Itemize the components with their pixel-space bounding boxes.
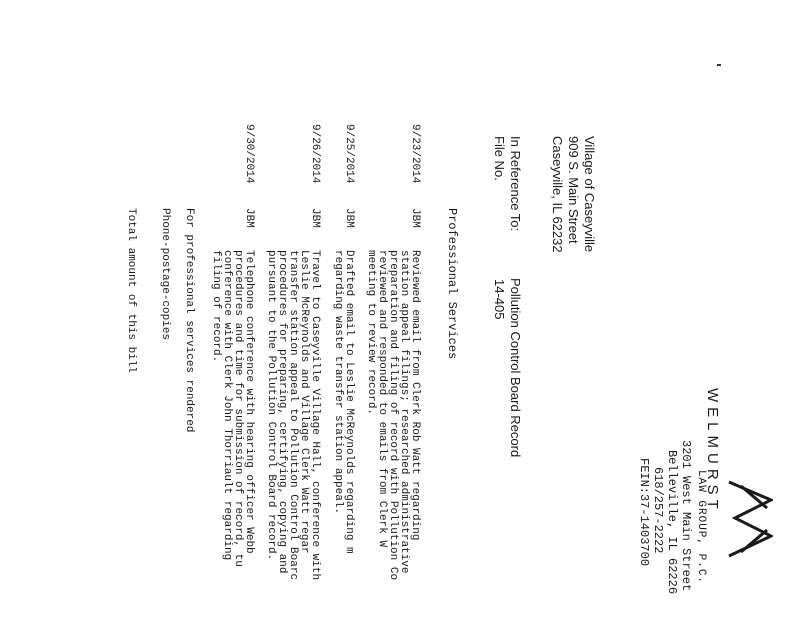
entry-line: procedures for preparing, certifying, copying and (276, 250, 288, 574)
reference-label: In Reference To: (508, 136, 523, 232)
entry-line: conference with Clerk John Thorriault regarding (221, 250, 233, 561)
client-city: Caseyville, IL 62232 (550, 136, 565, 253)
entry-date: 9/23/2014 (409, 124, 421, 184)
entry-line: filing of record. (210, 250, 222, 363)
entry-line: Leslie McReynolds and Village Clerk Watt regar (298, 250, 310, 554)
entry-line: Reviewed email from Clerk Rob Watt regarding (409, 250, 421, 541)
firm-phone: 618/257-2222 (651, 467, 665, 554)
firm-name: WELMURST (704, 388, 721, 514)
total-amount-label: Total amount of this bill (125, 208, 137, 374)
entry-line: preparation and filing of record with Pollution Co (387, 250, 399, 581)
entry-initials: JBM (343, 208, 355, 228)
entry-initials: JBM (243, 208, 255, 228)
entry-line: station appeal filings; researched administrative (398, 250, 410, 574)
firm-address-line2: Belleville, IL 62226 (665, 450, 679, 595)
entry-line: Telephone conference with hearing officer Webb (243, 250, 255, 554)
entry-initials: JBM (309, 208, 321, 228)
entry-initials: JBM (409, 208, 421, 228)
file-number-label: File No. (492, 136, 507, 181)
entry-line: procedures and time for submission of record, tu (232, 250, 244, 567)
scan-speck (717, 64, 721, 66)
entry-line: regarding waste transfer station appeal. (332, 250, 344, 515)
entry-line: pursuant to the Pollution Control Board record. (265, 250, 277, 561)
reference-value: Pollution Control Board Record (508, 278, 523, 458)
firm-tagline: LAW GROUP, P.C. (695, 470, 707, 585)
file-number-value: 14-405 (492, 279, 507, 320)
entry-date: 9/30/2014 (243, 124, 255, 184)
firm-address-line1: 3201 West Main Street (679, 440, 693, 592)
entry-line: transfer station appeal to Pollution Control Boarc (287, 250, 299, 581)
entry-line: reviewed and responded to emails from Clerk W (376, 250, 388, 548)
section-title: Professional Services (445, 208, 459, 360)
client-name: Village of Caseyville (582, 136, 597, 253)
firm-logo-icon (727, 478, 773, 560)
entry-date: 9/25/2014 (343, 124, 355, 184)
total-services-label: For professional services rendered (183, 208, 195, 433)
costs-label: Phone-postage-copies (159, 208, 171, 341)
client-street: 909 S. Main Street (566, 136, 581, 244)
entry-line: meeting to review record. (365, 250, 377, 416)
entry-line: Travel to Caseyville Village Hall, conference with (309, 250, 321, 581)
entry-date: 9/26/2014 (309, 124, 321, 184)
entry-line: Drafted email to Leslie McReynolds regarding m (343, 250, 355, 554)
firm-fein: FEIN:37-1403700 (637, 458, 651, 567)
